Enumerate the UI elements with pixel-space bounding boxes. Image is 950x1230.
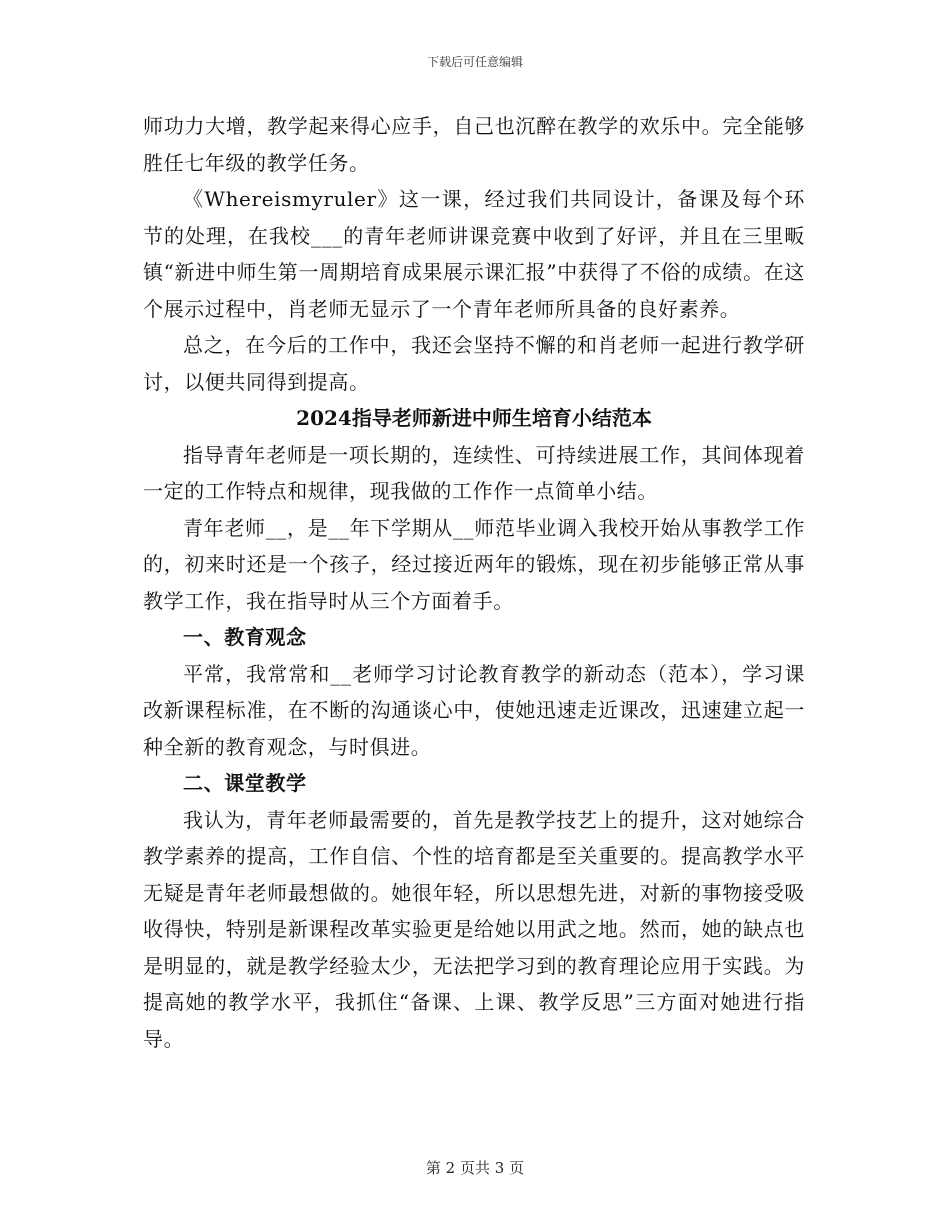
section-title: 2024指导老师新进中师生培育小结范本 [296, 406, 652, 430]
paragraph: 总之，在今后的工作中，我还会坚持不懈的和肖老师一起进行教学研讨，以便共同得到提高。 [143, 333, 805, 394]
paragraph: 青年老师__，是__年下学期从__师范毕业调入我校开始从事教学工作的，初来时还是一个孩子，经过接近两年的锻炼，现在初步能够正常从事教学工作，我在指导时从三个方面着手。 [143, 515, 805, 613]
paragraph: 平常，我常常和__老师学习讨论教育教学的新动态（范本），学习课改新课程标准，在不断的沟通谈心中，使她迅速走近课改，迅速建立起一种全新的教育观念，与时俱进。 [143, 661, 805, 759]
page-header: 下载后可任意编辑 [426, 55, 523, 69]
page-footer: 第 2 页共 3 页 [425, 1159, 525, 1177]
paragraph: 《Whereismyruler》这一课，经过我们共同设计，备课及每个环节的处理，在我校___的青年老师讲课竞赛中收到了好评，并且在三里畈镇“新进中师生第一周期培育成果展示课汇报”中获得了不俗的成绩。在这个展示过程中，肖老师无显示了一个青年老师所具备的良好素养。 [143, 187, 805, 321]
paragraph: 师功力大增，教学起来得心应手，自己也沉醉在教学的欢乐中。完全能够胜任七年级的教学任务。 [143, 114, 805, 175]
paragraph: 我认为，青年老师最需要的，首先是教学技艺上的提升，这对她综合教学素养的提高，工作自信、个性的培育都是至关重要的。提高教学水平无疑是青年老师最想做的。她很年轻，所以思想先进，对新的事物接受吸收得快，特别是新课程改革实验更是给她以用武之地。然而，她的缺点也是明显的，就是教学经验太少，无法把学习到的教育理论应用于实践。为提高她的教学水平，我抓住“备课、上课、教学反思”三方面对她进行指导。 [143, 807, 805, 1051]
subheading: 二、课堂教学 [183, 771, 307, 795]
paragraph: 指导青年老师是一项长期的，连续性、可持续进展工作，其间体现着一定的工作特点和规律，现我做的工作作一点简单小结。 [143, 442, 805, 503]
document-body [143, 108, 805, 1057]
subheading: 一、教育观念 [183, 625, 307, 649]
